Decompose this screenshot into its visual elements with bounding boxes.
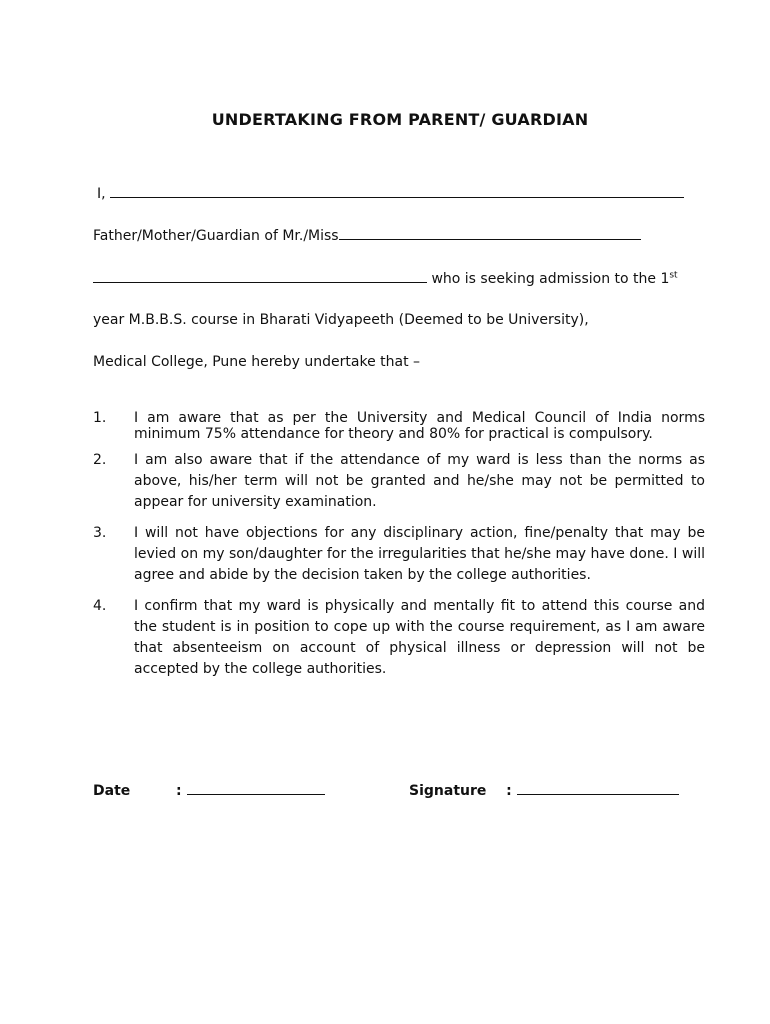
list-item-text: I confirm that my ward is physically and mentally fit to attend this course and the student is in position to cope up with the course requirement, as I am aware that absenteeism on account of physical illness or depression will not be accepted by the college authorities. bbox=[134, 598, 705, 677]
date-colon: : bbox=[176, 783, 182, 799]
ward-name-blank[interactable] bbox=[339, 227, 641, 240]
undertaking-list bbox=[93, 410, 705, 690]
list-item-number: 2. bbox=[93, 452, 107, 468]
ordinal-suffix: st bbox=[669, 270, 678, 281]
list-item-text: I am also aware that if the attendance of my ward is less than the norms as above, his/her term will not be granted and he/she may not be permitted to appear for university examination. bbox=[134, 452, 705, 510]
signature-field bbox=[409, 782, 679, 799]
list-item-number: 4. bbox=[93, 598, 107, 614]
list-item bbox=[93, 523, 705, 586]
ward-name-line bbox=[93, 227, 641, 244]
ward-name-continued-blank[interactable] bbox=[93, 270, 427, 283]
parent-name-line bbox=[97, 185, 684, 202]
parent-name-blank[interactable] bbox=[110, 185, 684, 198]
admission-text: who is seeking admission to the 1 bbox=[431, 271, 670, 287]
list-item bbox=[93, 450, 705, 513]
date-label: Date bbox=[93, 783, 131, 799]
list-item-number: 3. bbox=[93, 525, 107, 541]
signature-colon: : bbox=[506, 783, 512, 799]
college-line: Medical College, Pune hereby undertake that – bbox=[93, 354, 421, 370]
date-blank[interactable] bbox=[187, 782, 325, 795]
document-title: UNDERTAKING FROM PARENT/ GUARDIAN bbox=[211, 110, 589, 129]
ward-name-prefix: Father/Mother/Guardian of Mr./Miss bbox=[93, 228, 339, 244]
date-field bbox=[93, 782, 325, 799]
list-item bbox=[93, 596, 705, 680]
list-item-text: I will not have objections for any disciplinary action, fine/penalty that may be levied on my son/daughter for the irregularities that he/she may have done. I will agree and abide by the decision taken by the college authorities. bbox=[134, 525, 705, 583]
course-line: year M.B.B.S. course in Bharati Vidyapeeth (Deemed to be University), bbox=[93, 312, 589, 328]
signature-blank[interactable] bbox=[517, 782, 679, 795]
list-item-text: I am aware that as per the University and Medical Council of India norms minimum 75% attendance for theory and 80% for practical is compulsory. bbox=[134, 410, 705, 442]
admission-line bbox=[93, 270, 678, 287]
list-item bbox=[93, 410, 705, 442]
parent-name-prefix: I, bbox=[97, 186, 106, 202]
signature-label: Signature bbox=[409, 783, 487, 799]
list-item-number: 1. bbox=[93, 410, 107, 426]
